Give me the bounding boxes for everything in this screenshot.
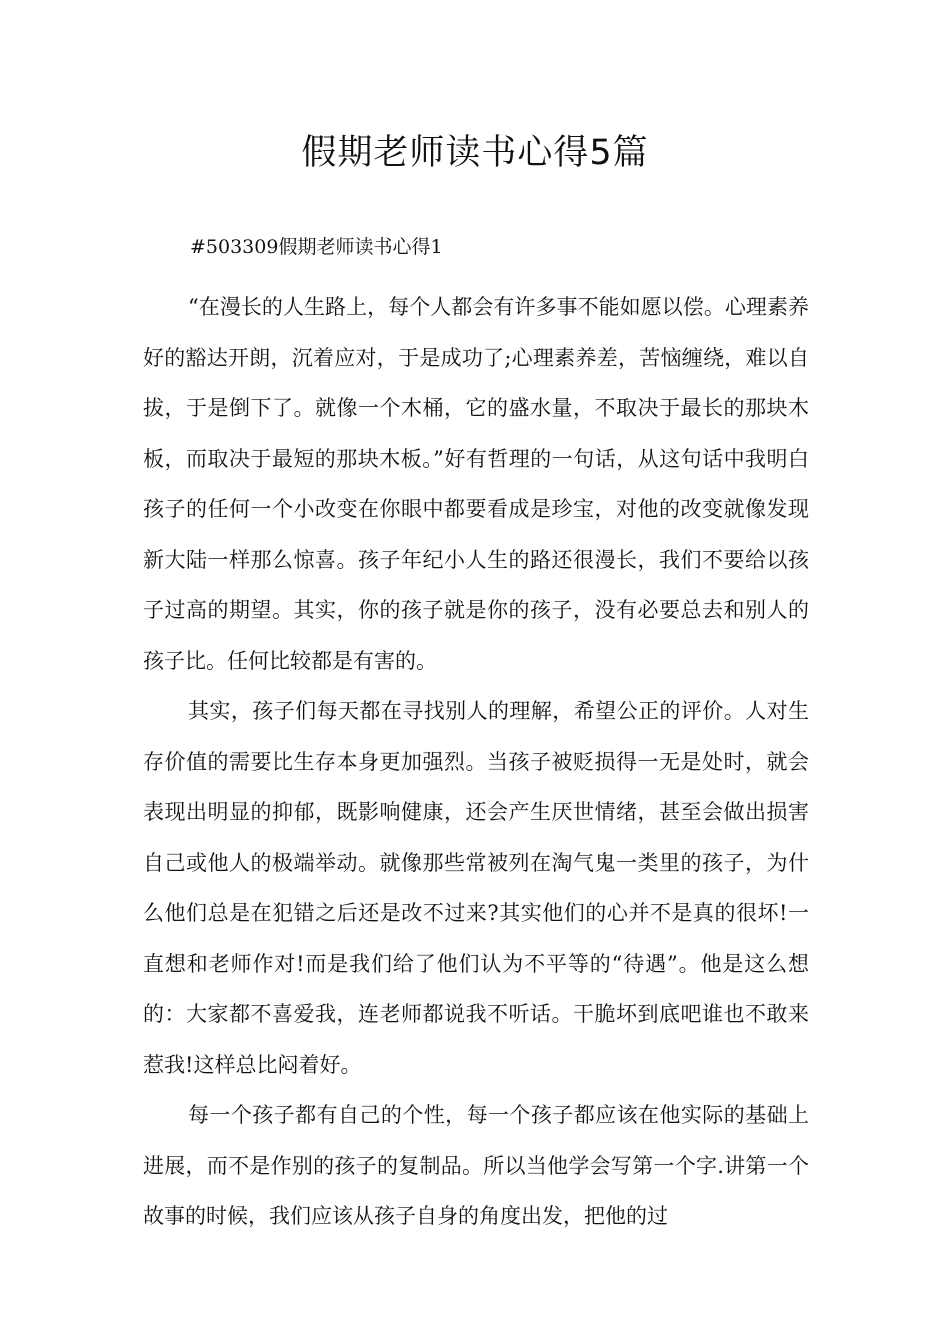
document-title: 假期老师读书心得5篇: [301, 133, 649, 173]
section-heading: #503309假期老师读书心得1: [190, 236, 443, 258]
paragraph-1: “在漫长的人生路上，每个人都会有许多事不能如愿以偿。心理素养好的豁达开朗，沉着应对，于是成功了;心理素养差，苦恼缠绕，难以自拔，于是倒下了。就像一个木桶，它的盛水量，不取决于最长的那块木板，而取决于最短的那块木板。”好有哲理的一句话，从这句话中我明白孩子的任何一个小改变在你眼中都要看成是珍宝，对他的改变就像发现新大陆一样那么惊喜。孩子年纪小人生的路还很漫长，我们不要给以孩子过高的期望。其实，你的孩子就是你的孩子，没有必要总去和别人的孩子比。任何比较都是有害的。: [143, 295, 809, 673]
paragraph-3: 每一个孩子都有自己的个性，每一个孩子都应该在他实际的基础上进展，而不是作别的孩子的复制品。所以当他学会写第一个字.讲第一个故事的时候，我们应该从孩子自身的角度出发，把他的过: [143, 1103, 809, 1228]
paragraph-2: 其实，孩子们每天都在寻找别人的理解，希望公正的评价。人对生存价值的需要比生存本身更加强烈。当孩子被贬损得一无是处时，就会表现出明显的抑郁，既影响健康，还会产生厌世情绪，甚至会做出损害自己或他人的极端举动。就像那些常被列在淘气鬼一类里的孩子，为什么他们总是在犯错之后还是改不过来?其实他们的心并不是真的很坏!一直想和老师作对!而是我们给了他们认为不平等的“待遇”。他是这么想的：大家都不喜爱我，连老师都说我不听话。干脆坏到底吧谁也不敢来惹我!这样总比闷着好。: [143, 699, 809, 1077]
body-text: [143, 282, 809, 1242]
